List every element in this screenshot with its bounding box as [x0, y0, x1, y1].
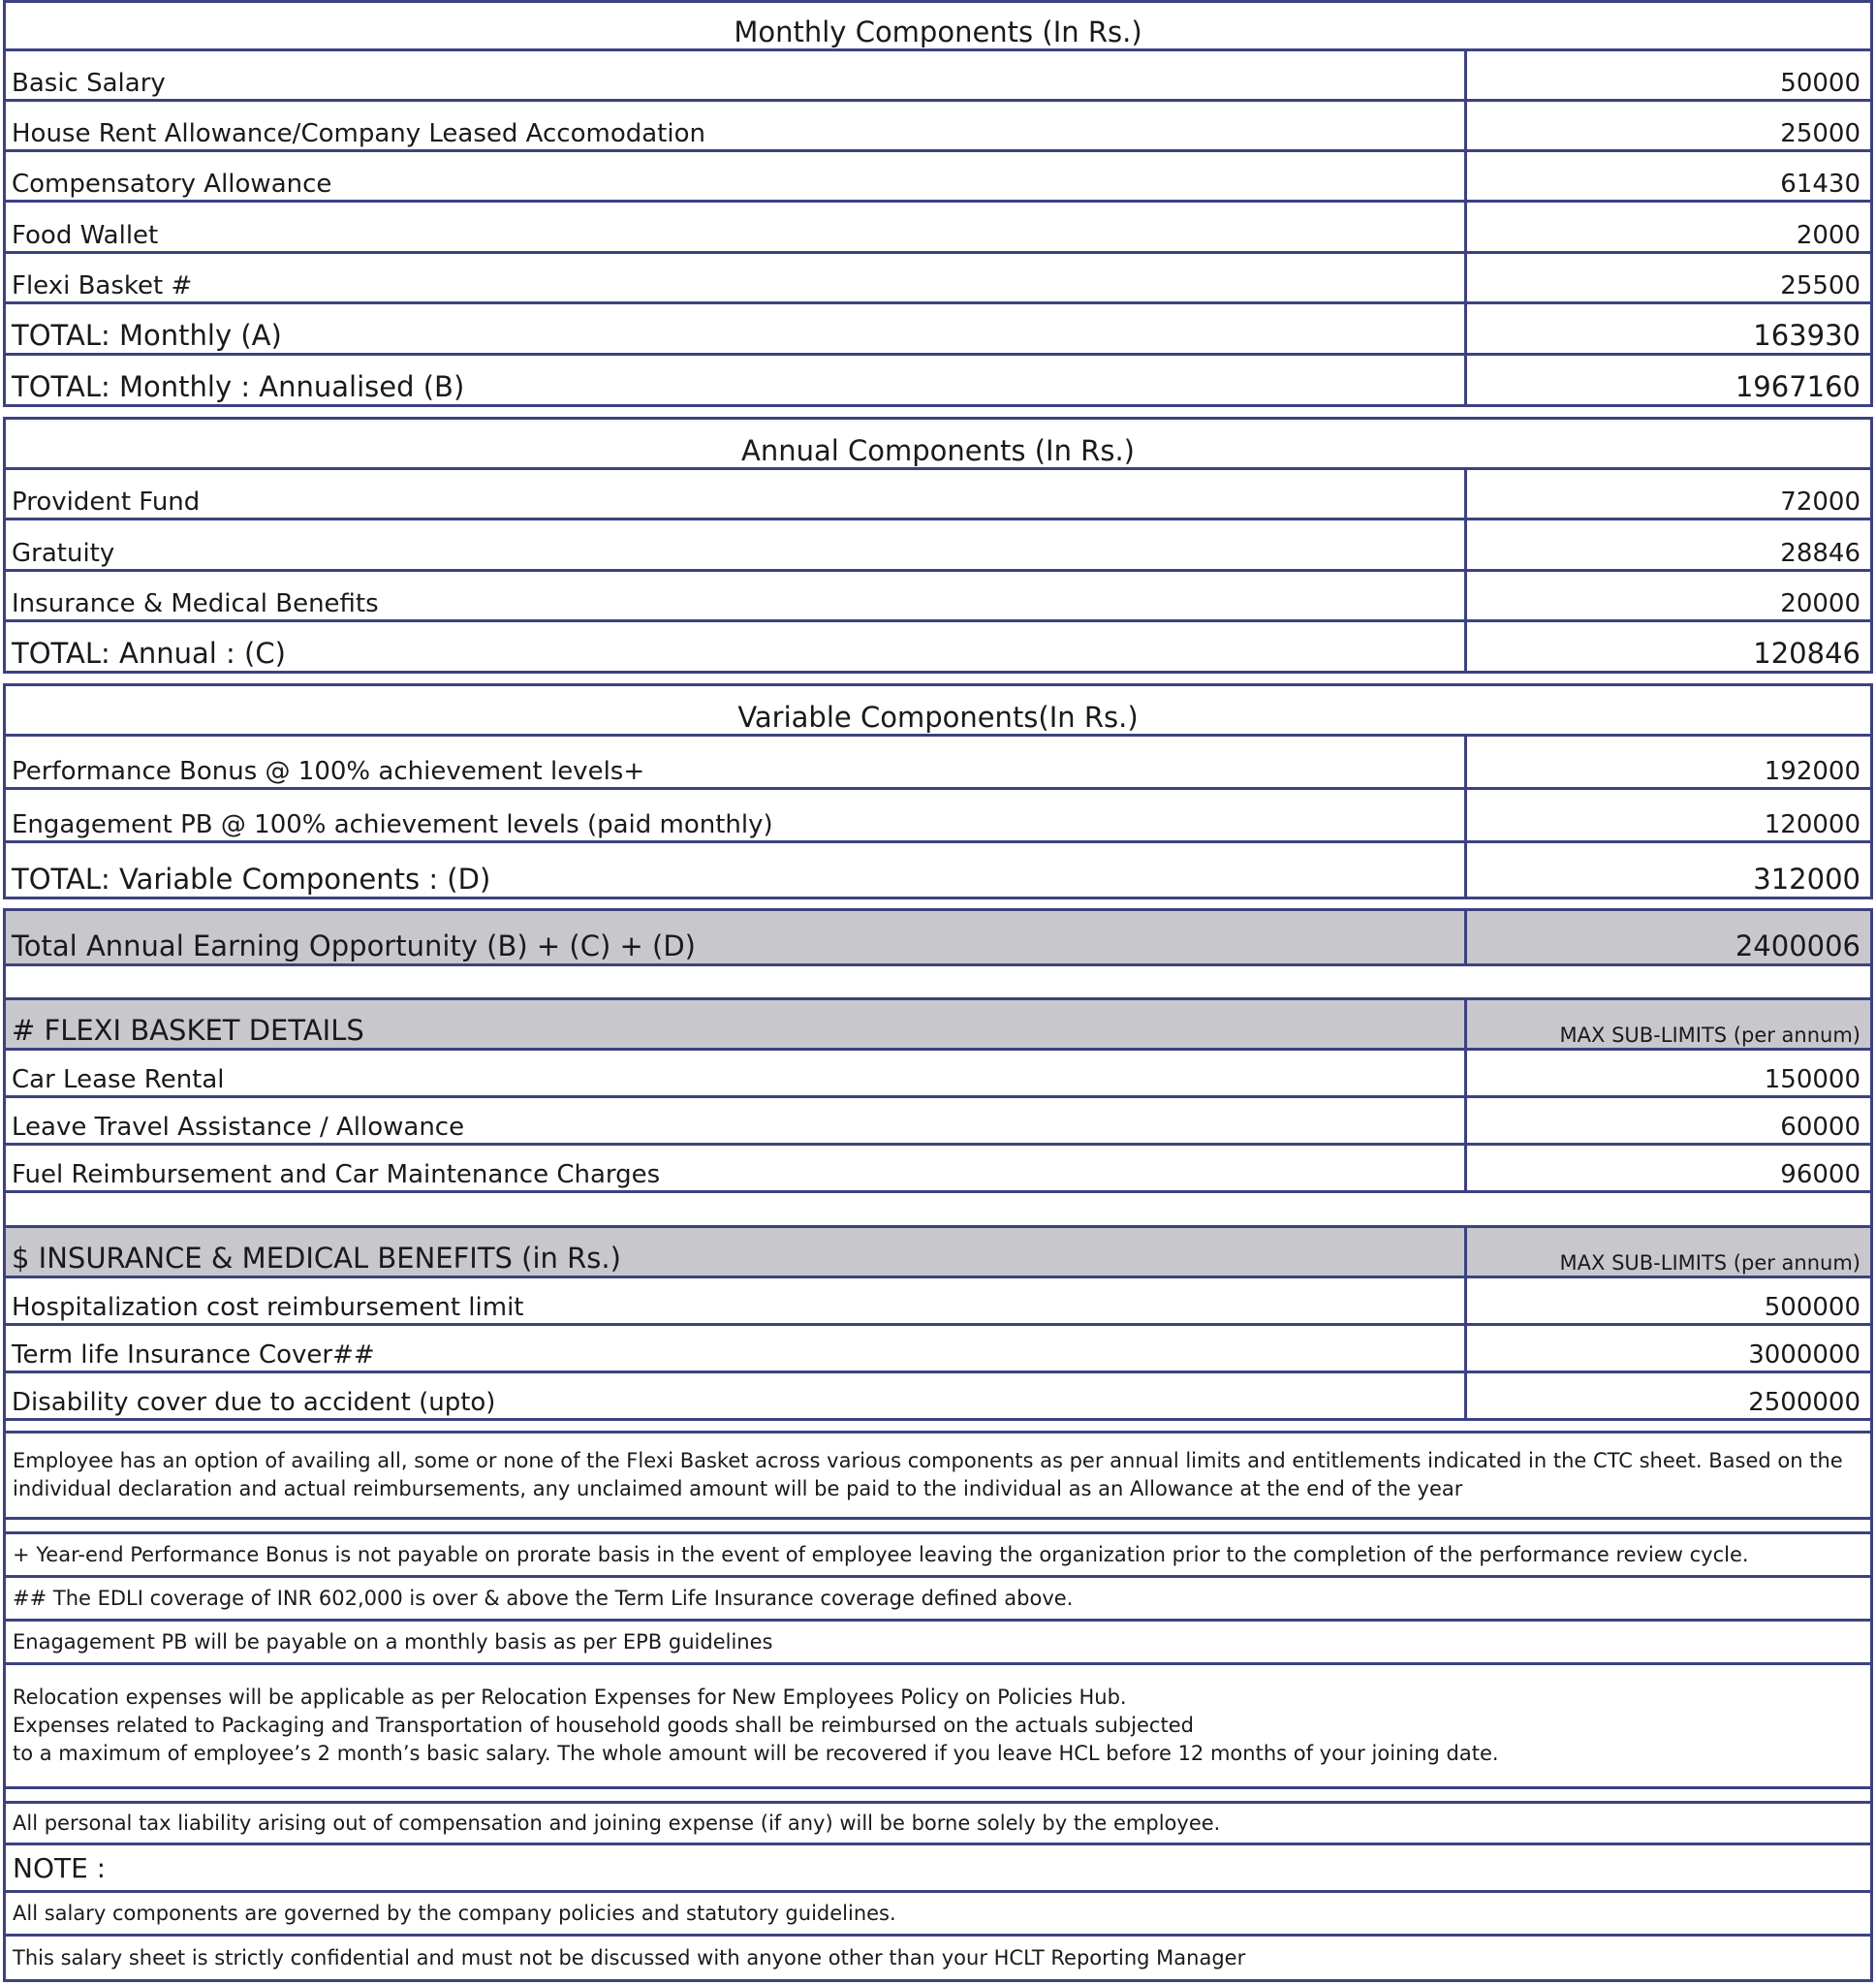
policy-note: All salary components are governed by the company policies and statutory guidelines.	[3, 1890, 1873, 1937]
relocation-note	[3, 1662, 1873, 1789]
table-row	[3, 1143, 1873, 1193]
row-label: TOTAL: Monthly (A)	[6, 304, 1467, 353]
insurance-benefits-header	[3, 1225, 1873, 1278]
spacer	[3, 1193, 1873, 1226]
row-label: Basic Salary	[6, 51, 1467, 99]
table-row	[3, 467, 1873, 520]
annual-components-title: Annual Components (In Rs.)	[3, 417, 1873, 470]
row-label: Fuel Reimbursement and Car Maintenance Charges	[6, 1146, 1467, 1190]
total-monthly-a-row	[3, 301, 1873, 356]
row-value: 72000	[1780, 488, 1860, 517]
edli-note: ## The EDLI coverage of INR 602,000 is over & above the Term Life Insurance coverage defined above.	[3, 1575, 1873, 1622]
spacer	[3, 1421, 1873, 1431]
row-label: Term life Insurance Cover##	[6, 1326, 1467, 1371]
row-label: House Rent Allowance/Company Leased Accomodation	[6, 102, 1467, 149]
row-value: 120000	[1764, 810, 1860, 839]
row-label: Hospitalization cost reimbursement limit	[6, 1278, 1467, 1323]
row-value: 2000	[1796, 221, 1860, 250]
row-value: 500000	[1764, 1293, 1860, 1322]
table-row	[3, 787, 1873, 843]
table-row	[3, 569, 1873, 622]
variable-components-title: Variable Components(In Rs.)	[3, 683, 1873, 737]
row-label: Gratuity	[6, 520, 1467, 569]
row-value: 120846	[1753, 637, 1860, 670]
section-title: $ INSURANCE & MEDICAL BENEFITS (in Rs.)	[6, 1228, 1467, 1276]
note-heading: NOTE :	[3, 1843, 1873, 1893]
note-line: individual declaration and actual reimbursements, any unclaimed amount will be paid to the individual as an Allowance at the end of the year	[13, 1477, 1463, 1500]
row-value: 192000	[1764, 757, 1860, 786]
row-value: 25500	[1780, 271, 1860, 300]
row-value: 61430	[1780, 170, 1860, 199]
flexi-basket-header	[3, 997, 1873, 1051]
row-value: 163930	[1753, 319, 1860, 352]
monthly-components-title: Monthly Components (In Rs.)	[3, 0, 1873, 51]
flexi-basket-note	[3, 1431, 1873, 1520]
row-value: 1967160	[1735, 370, 1860, 403]
bonus-note: + Year-end Performance Bonus is not payable on prorate basis in the event of employee leaving the organization prior to the completion of the performance review cycle.	[3, 1531, 1873, 1578]
note-line: Expenses related to Packaging and Transportation of household goods shall be reimbursed on the actuals subjected	[13, 1714, 1194, 1737]
row-value: 3000000	[1748, 1340, 1860, 1370]
row-label: Insurance & Medical Benefits	[6, 572, 1467, 619]
row-value: 2400006	[1735, 929, 1860, 962]
row-label: Food Wallet	[6, 203, 1467, 251]
total-variable-d-row	[3, 840, 1873, 899]
table-row	[3, 734, 1873, 790]
table-row	[3, 99, 1873, 152]
spacer	[3, 966, 1873, 997]
max-sub-limits-label: MAX SUB-LIMITS (per annum)	[1559, 1024, 1860, 1047]
tax-note: All personal tax liability arising out of compensation and joining expense (if any) will be borne solely by the employee.	[3, 1801, 1873, 1845]
total-annual-c-row	[3, 619, 1873, 674]
table-row	[3, 200, 1873, 254]
table-row	[3, 518, 1873, 572]
row-label: TOTAL: Variable Components : (D)	[6, 843, 1467, 897]
row-label: Flexi Basket #	[6, 254, 1467, 301]
row-label: Leave Travel Assistance / Allowance	[6, 1098, 1467, 1143]
table-row	[3, 1276, 1873, 1326]
note-line: to a maximum of employee’s 2 month’s basic salary. The whole amount will be recovered if you leave HCL before 12 months of your joining date.	[13, 1742, 1499, 1765]
table-row	[3, 1323, 1873, 1373]
total-monthly-b-row	[3, 353, 1873, 407]
row-label: Provident Fund	[6, 470, 1467, 518]
row-label: TOTAL: Annual : (C)	[6, 622, 1467, 671]
row-label: Disability cover due to accident (upto)	[6, 1373, 1467, 1418]
row-label: Engagement PB @ 100% achievement levels (paid monthly)	[6, 790, 1467, 840]
spacer	[3, 1789, 1873, 1801]
row-value: 60000	[1780, 1113, 1860, 1142]
row-label: Car Lease Rental	[6, 1051, 1467, 1095]
total-annual-earning-row	[3, 908, 1873, 966]
table-row	[3, 1048, 1873, 1098]
row-value: 2500000	[1748, 1388, 1860, 1417]
spacer	[3, 1520, 1873, 1531]
table-row	[3, 48, 1873, 102]
table-row	[3, 251, 1873, 304]
row-value: 20000	[1780, 589, 1860, 618]
row-label: Performance Bonus @ 100% achievement levels+	[6, 737, 1467, 787]
row-label: TOTAL: Monthly : Annualised (B)	[6, 356, 1467, 404]
section-title: # FLEXI BASKET DETAILS	[6, 1000, 1467, 1048]
row-label: Total Annual Earning Opportunity (B) + (C) + (D)	[6, 911, 1467, 963]
table-row	[3, 1095, 1873, 1146]
row-value: 312000	[1753, 863, 1860, 896]
table-row	[3, 1371, 1873, 1421]
row-label: Compensatory Allowance	[6, 152, 1467, 200]
max-sub-limits-label: MAX SUB-LIMITS (per annum)	[1559, 1251, 1860, 1275]
row-value: 150000	[1764, 1065, 1860, 1094]
row-value: 28846	[1780, 539, 1860, 568]
row-value: 50000	[1780, 69, 1860, 98]
table-row	[3, 149, 1873, 203]
row-value: 25000	[1780, 119, 1860, 148]
epb-note: Enagagement PB will be payable on a monthly basis as per EPB guidelines	[3, 1619, 1873, 1665]
note-line: Employee has an option of availing all, some or none of the Flexi Basket across various components as per annual limits and entitlements indicated in the CTC sheet. Based on the	[13, 1449, 1843, 1472]
row-value: 96000	[1780, 1160, 1860, 1189]
confidential-note: This salary sheet is strictly confidential and must not be discussed with anyone other than your HCLT Reporting Manager	[3, 1934, 1873, 1982]
note-line: Relocation expenses will be applicable as per Relocation Expenses for New Employees Policy on Policies Hub.	[13, 1686, 1127, 1709]
